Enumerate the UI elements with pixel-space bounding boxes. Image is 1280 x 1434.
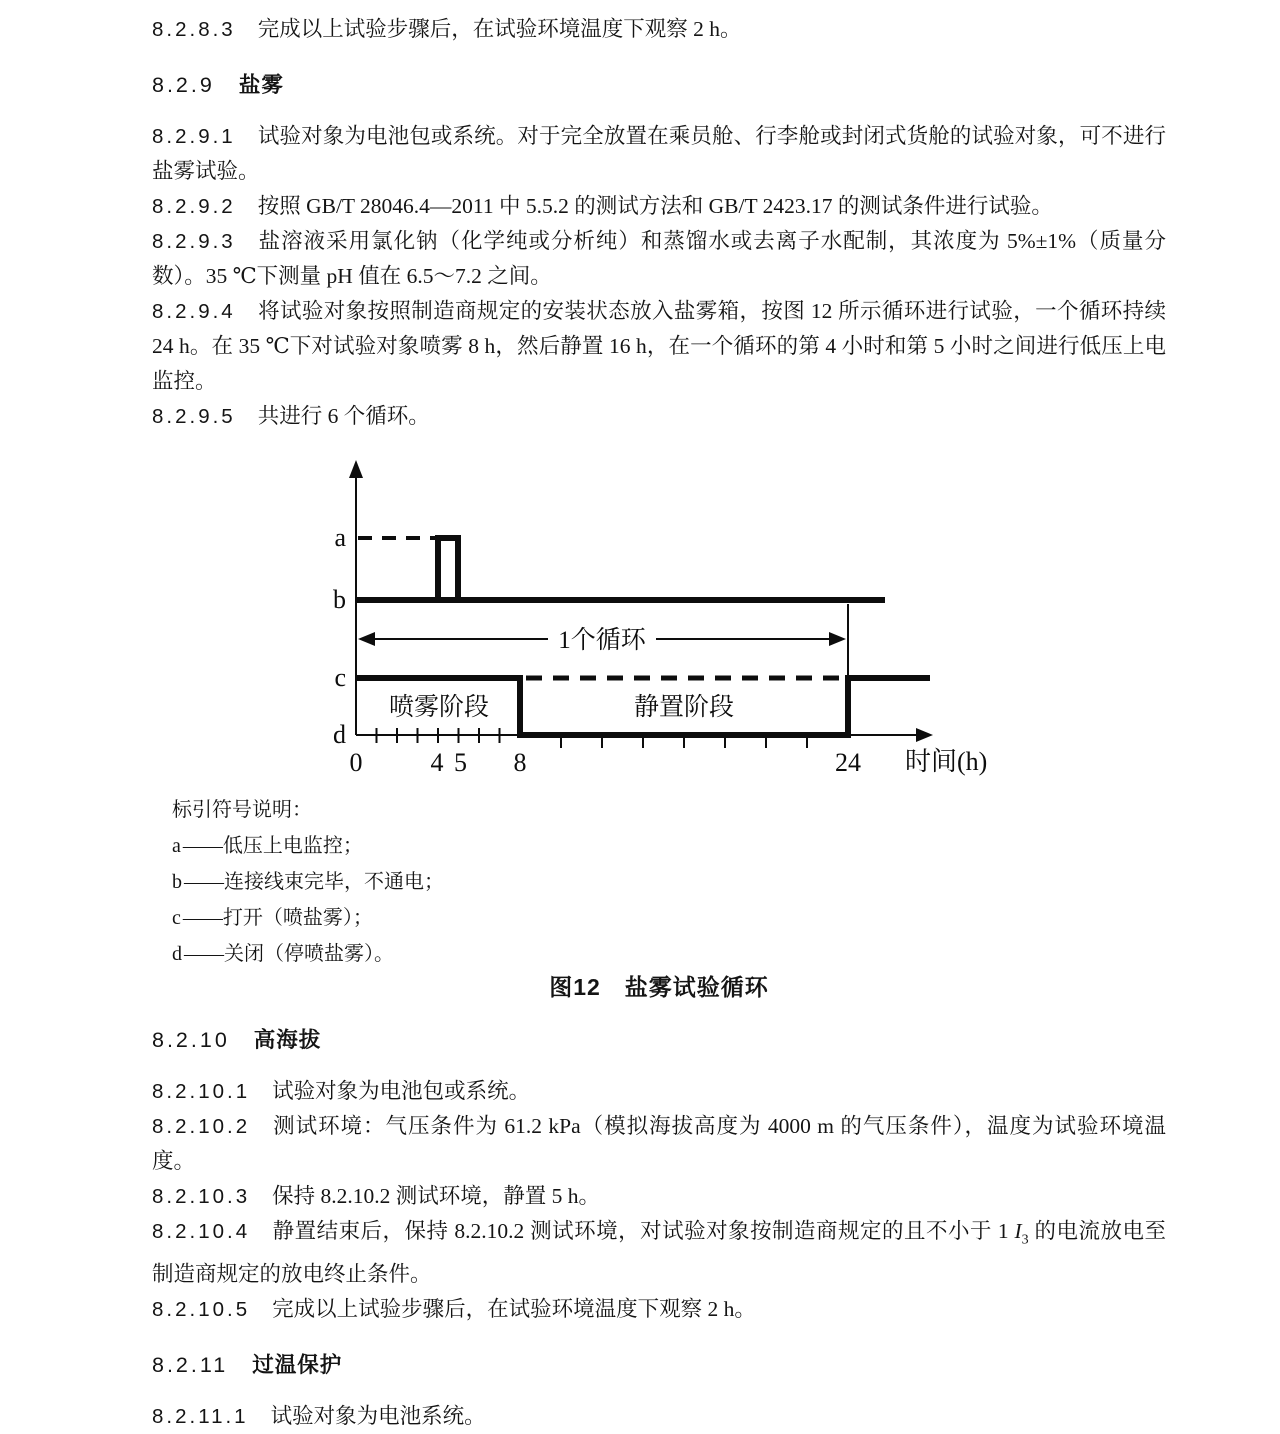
heading-number: 8.2.9: [152, 73, 215, 97]
clause-8-2-10-3: [152, 1179, 1166, 1214]
clause-8-2-9-3: [152, 224, 1166, 294]
heading-8-2-11: [152, 1351, 1166, 1379]
figure-legend: [152, 792, 1166, 972]
figure-12: [152, 452, 1166, 1002]
heading-number: 8.2.11: [152, 1353, 229, 1378]
level-label-b: b: [333, 585, 346, 614]
clause-number: 8.2.10.5: [152, 1298, 251, 1322]
x-tick-5: 5: [454, 748, 467, 777]
monitoring-pulse: [438, 538, 458, 600]
clause-8-2-9-2: [152, 189, 1166, 224]
x-tick-8: 8: [513, 748, 527, 777]
heading-title: 高海拔: [253, 1028, 322, 1052]
legend-symbol: c: [172, 907, 181, 929]
cycle-span-arrow: [358, 626, 846, 654]
clause-text: 保持 8.2.10.2 测试环境，静置 5 h。: [272, 1184, 600, 1208]
level-label-c: c: [334, 663, 346, 692]
legend-item-d: [172, 936, 1166, 972]
legend-symbol: b: [172, 871, 182, 893]
heading-title: 盐雾: [238, 73, 284, 97]
heading-8-2-9: [152, 71, 1166, 99]
legend-item-c: [172, 900, 1166, 936]
clause-text: 完成以上试验步骤后，在试验环境温度下观察 2 h。: [257, 17, 742, 41]
legend-item-a: [172, 828, 1166, 864]
legend-title: 标引符号说明：: [172, 799, 312, 821]
clause-8-2-11-1: [152, 1399, 1166, 1434]
legend-description: ——连接线束完毕，不通电；: [184, 871, 444, 893]
clause-8-2-9-1: [152, 119, 1166, 189]
clause-number: 8.2.9.4: [152, 300, 236, 323]
legend-symbol: d: [172, 943, 182, 965]
clause-number: 8.2.10.4: [152, 1220, 251, 1243]
clause-number: 8.2.9.1: [152, 125, 236, 148]
clause-number: 8.2.10.1: [152, 1080, 251, 1103]
clause-text: 共进行 6 个循环。: [257, 404, 430, 428]
clause-8-2-10-5: [152, 1292, 1166, 1327]
level-label-d: d: [333, 720, 346, 749]
clause-8-2-10-2: [152, 1109, 1166, 1179]
clause-text-part1: 静置结束后，保持 8.2.10.2 测试环境，对试验对象按制造商规定的且不小于 1: [272, 1219, 1015, 1243]
x-tick-4: 4: [430, 748, 444, 777]
clause-text: 测试环境：气压条件为 61.2 kPa（模拟海拔高度为 4000 m 的气压条件），温度为试验环境温度。: [152, 1114, 1166, 1173]
current-subscript: 3: [1021, 1232, 1029, 1248]
legend-item-b: [172, 864, 1166, 900]
legend-symbol: a: [172, 835, 181, 857]
clause-text: 将试验对象按照制造商规定的安装状态放入盐雾箱，按图 12 所示循环进行试验，一个循环持续 24 h。在 35 ℃下对试验对象喷雾 8 h，然后静置 16 h，在一个循环的第 4 小时和第 5 小时之间进行低压上电监控。: [152, 299, 1166, 393]
legend-description: ——打开（喷盐雾）；: [182, 907, 373, 929]
x-tick-24: 24: [835, 748, 861, 777]
clause-text: 试验对象为电池系统。: [270, 1404, 486, 1429]
clause-text: 试验对象为电池包或系统。: [272, 1079, 531, 1103]
clause-number: 8.2.11.1: [152, 1405, 249, 1429]
clause-number: 8.2.8.3: [152, 18, 236, 41]
salt-spray-cycle-diagram: [152, 452, 1162, 782]
y-axis-arrow-icon: [349, 460, 363, 478]
clause-8-2-10-4: [152, 1214, 1166, 1292]
static-phase-label: 静置阶段: [633, 694, 735, 721]
clause-8-2-10-1: [152, 1074, 1166, 1109]
heading-number: 8.2.10: [152, 1028, 230, 1052]
x-tick-0: 0: [349, 748, 363, 777]
level-label-a: a: [334, 523, 346, 552]
cycle-label: 1个循环: [558, 627, 646, 654]
clause-text: 盐溶液采用氯化钠（化学纯或分析纯）和蒸馏水或去离子水配制，其浓度为 5%±1%（质量分数）。35 ℃下测量 pH 值在 6.5～7.2 之间。: [152, 229, 1166, 288]
clause-number: 8.2.9.2: [152, 195, 236, 218]
clause-8-2-8-3: [152, 12, 1166, 47]
x-axis-label: 时间(h): [905, 747, 988, 776]
clause-text: 按照 GB/T 28046.4—2011 中 5.5.2 的测试方法和 GB/T 2423.17 的测试条件进行试验。: [257, 194, 1053, 218]
clause-8-2-9-4: [152, 294, 1166, 399]
clause-text: 完成以上试验步骤后，在试验环境温度下观察 2 h。: [272, 1297, 756, 1322]
clause-number: 8.2.9.3: [152, 230, 236, 253]
clause-number: 8.2.9.5: [152, 405, 236, 428]
current-symbol: I: [1014, 1219, 1022, 1243]
clause-number: 8.2.10.3: [152, 1185, 251, 1208]
clause-text: 试验对象为电池包或系统。对于完全放置在乘员舱、行李舱或封闭式货舱的试验对象，可不进行盐雾试验。: [152, 124, 1166, 183]
x-axis-arrow-icon: [916, 728, 933, 742]
legend-description: ——低压上电监控；: [182, 835, 363, 857]
clause-number: 8.2.10.2: [152, 1115, 251, 1138]
figure-caption: 图12 盐雾试验循环: [549, 974, 769, 1000]
heading-8-2-10: [152, 1026, 1166, 1054]
legend-description: ——关闭（停喷盐雾）。: [184, 943, 394, 965]
heading-title: 过温保护: [252, 1353, 343, 1378]
clause-text-part2: 的电流放电至制造商规定的放电终止条件。: [152, 1219, 1166, 1287]
spray-phase-label: 喷雾阶段: [388, 694, 490, 721]
clause-8-2-9-5: [152, 399, 1166, 434]
